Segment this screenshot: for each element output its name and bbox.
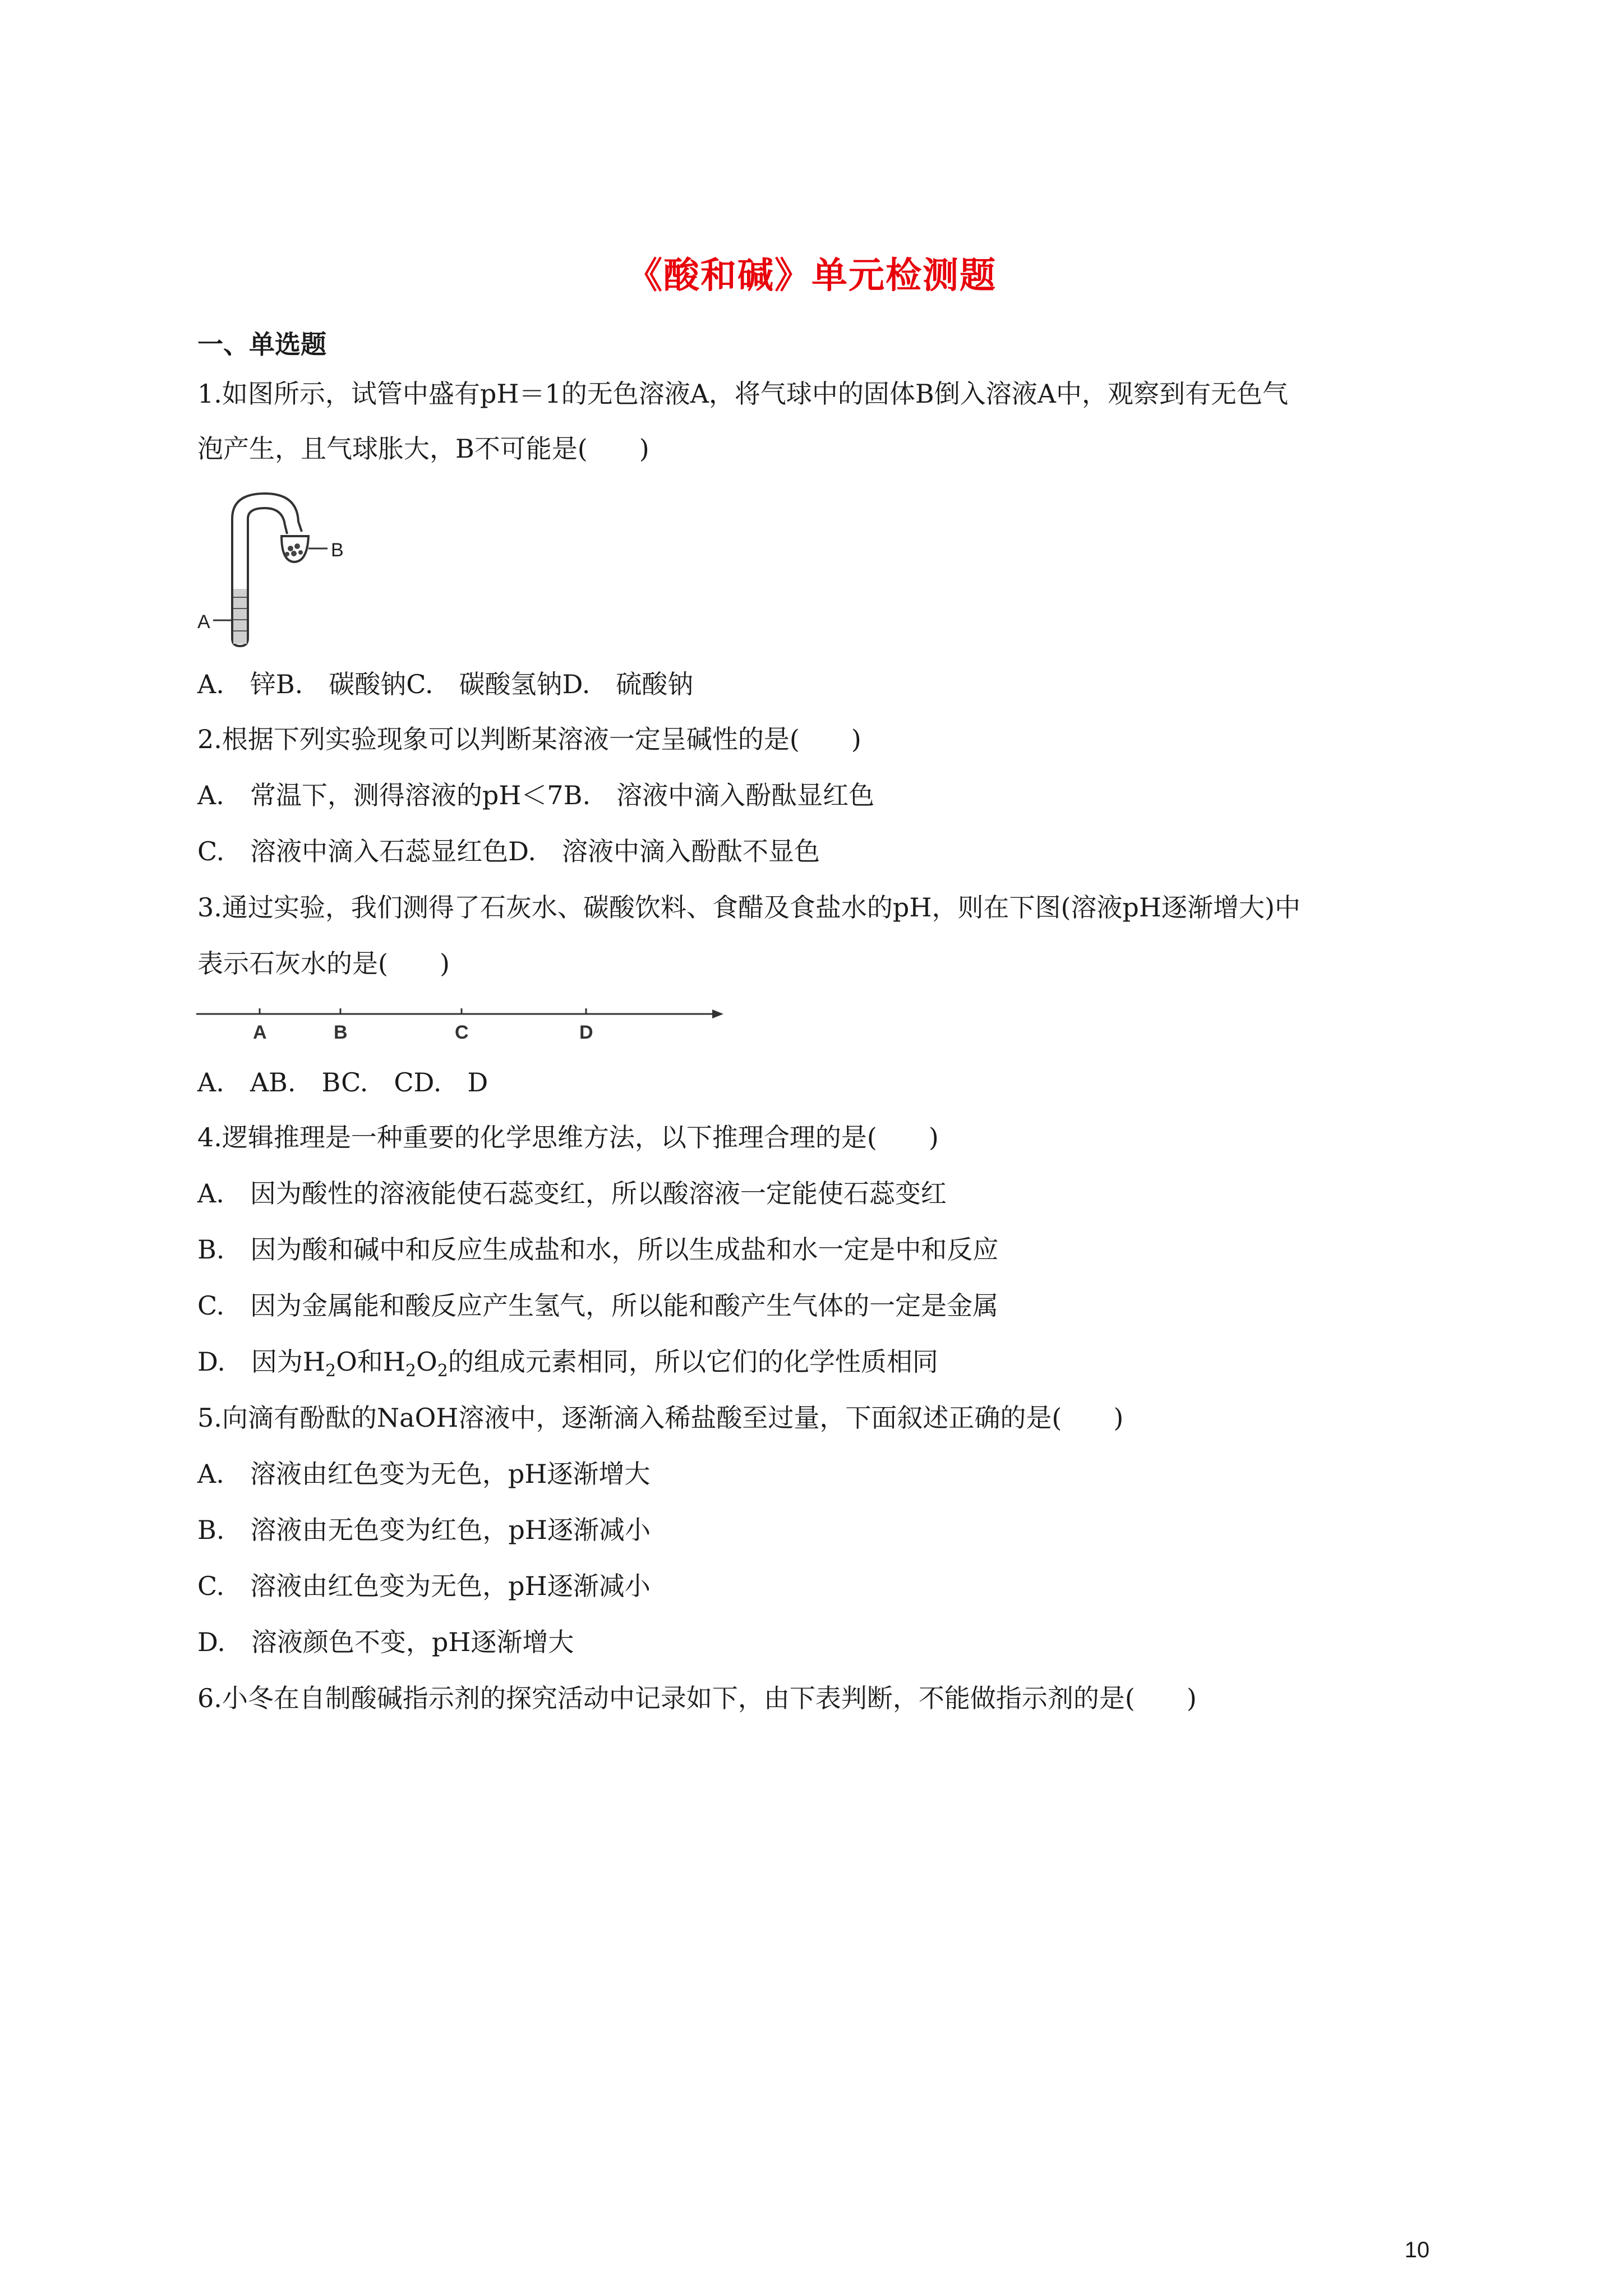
q3-options: A. AB. BC. CD. D bbox=[197, 1067, 488, 1098]
q2-options-cd: C. 溶液中滴入石蕊显红色D. 溶液中滴入酚酞不显色 bbox=[197, 836, 820, 866]
q4-option-d-mid1: O和H bbox=[336, 1347, 405, 1377]
q1-options: A. 锌B. 碳酸钠C. 碳酸氢钠D. 硫酸钠 bbox=[197, 669, 694, 699]
q2-options-ab: A. 常温下，测得溶液的pH＜7B. 溶液中滴入酚酞显红色 bbox=[197, 780, 875, 810]
page-number: 10 bbox=[1404, 2238, 1430, 2262]
axis-label-a: A bbox=[253, 1022, 267, 1043]
section-heading: 一、单选题 bbox=[197, 329, 326, 359]
q4-option-d bbox=[197, 1345, 938, 1388]
subscript: 2 bbox=[405, 1361, 416, 1381]
q5-option-b: B. 溶液由无色变为红色，pH逐渐减小 bbox=[197, 1515, 651, 1545]
balloon-icon bbox=[282, 536, 308, 562]
axis-label-c: C bbox=[455, 1022, 469, 1043]
label-a: A bbox=[197, 611, 210, 633]
ph-axis-diagram bbox=[193, 998, 726, 1049]
subscript: 2 bbox=[325, 1361, 336, 1381]
label-b: B bbox=[331, 540, 344, 561]
q4-option-d-suffix: 的组成元素相同，所以它们的化学性质相同 bbox=[448, 1347, 938, 1377]
q6-stem: 6.小冬在自制酸碱指示剂的探究活动中记录如下，由下表判断，不能做指示剂的是( ) bbox=[197, 1683, 1197, 1713]
subscript: 2 bbox=[437, 1361, 448, 1381]
axis-label-b: B bbox=[334, 1022, 348, 1043]
q4-option-d-mid2: O bbox=[416, 1347, 437, 1377]
q4-option-d-prefix: D. 因为H bbox=[197, 1347, 325, 1377]
q4-option-b: B. 因为酸和碱中和反应生成盐和水，所以生成盐和水一定是中和反应 bbox=[197, 1234, 999, 1265]
q3-stem-line1: 3.通过实验，我们测得了石灰水、碳酸饮料、食醋及食盐水的pH，则在下图(溶液pH逐渐增大)中 bbox=[197, 892, 1301, 923]
q3-stem-line2: 表示石灰水的是( ) bbox=[197, 948, 450, 979]
q1-stem-line2: 泡产生，且气球胀大，B不可能是( ) bbox=[197, 434, 649, 464]
axis-arrow-icon bbox=[712, 1009, 723, 1018]
axis-label-d: D bbox=[579, 1022, 593, 1043]
q5-option-c: C. 溶液由红色变为无色，pH逐渐减小 bbox=[197, 1571, 651, 1601]
q5-option-d: D. 溶液颜色不变，pH逐渐增大 bbox=[197, 1627, 574, 1657]
q5-option-a: A. 溶液由红色变为无色，pH逐渐增大 bbox=[197, 1459, 651, 1489]
q2-stem: 2.根据下列实验现象可以判断某溶液一定呈碱性的是( ) bbox=[197, 724, 861, 754]
q4-stem: 4.逻辑推理是一种重要的化学思维方法，以下推理合理的是( ) bbox=[197, 1122, 939, 1152]
document-title: 《酸和碱》单元检测题 bbox=[626, 255, 997, 297]
q5-stem: 5.向滴有酚酞的NaOH溶液中，逐渐滴入稀盐酸至过量，下面叙述正确的是( ) bbox=[197, 1403, 1124, 1433]
q1-stem-line1: 1.如图所示，试管中盛有pH＝1的无色溶液A，将气球中的固体B倒入溶液A中，观察到有无色气 bbox=[197, 379, 1288, 409]
test-tube-balloon-diagram bbox=[197, 488, 360, 648]
q4-option-c: C. 因为金属能和酸反应产生氢气，所以能和酸产生气体的一定是金属 bbox=[197, 1290, 999, 1321]
q4-option-a: A. 因为酸性的溶液能使石蕊变红，所以酸溶液一定能使石蕊变红 bbox=[197, 1178, 947, 1209]
